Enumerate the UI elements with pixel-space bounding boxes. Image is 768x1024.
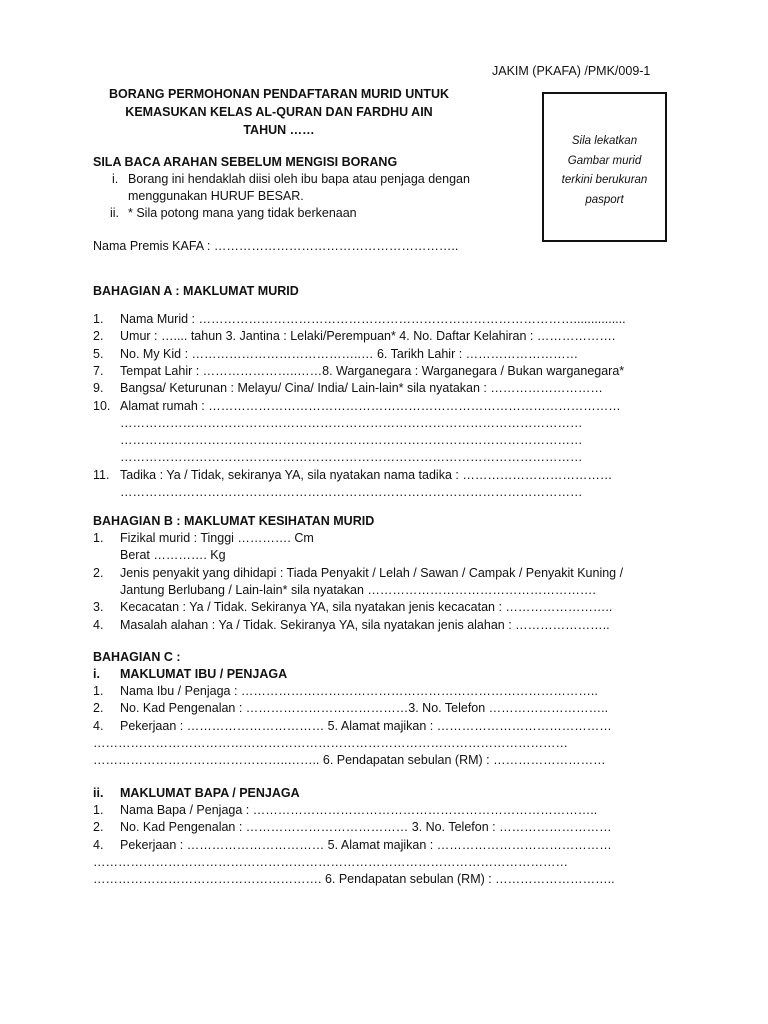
bapa-subsection-number: ii. [93, 786, 104, 800]
ibu-continuation-line-2[interactable]: ………………………………………..…….. 6. Pendapatan sebulan (RM) : ……………………… [93, 753, 606, 767]
section-b-item-text[interactable]: Masalah alahan : Ya / Tidak. Sekiranya YA, sila nyatakan jenis alahan : ………………….. [120, 617, 610, 632]
form-title-line-1: BORANG PERMOHONAN PENDAFTARAN MURID UNTUK [108, 87, 450, 101]
section-a-item-text[interactable]: Nama Murid : ………………………………………………………………………………............... [120, 312, 626, 326]
section-b-item-text[interactable]: Jenis penyakit yang dihidapi : Tiada Penyakit / Lelah / Sawan / Campak / Penyakit Kuning / [120, 565, 624, 580]
section-b-row[interactable] [93, 547, 667, 564]
photo-instruction-line-1: Sila lekatkan [571, 135, 638, 147]
section-b-item-text[interactable]: Jantung Berlubang / Lain-lain* sila nyatakan ………………………………………………. [120, 582, 596, 597]
photo-placeholder-box [542, 92, 667, 242]
section-a-row[interactable] [93, 467, 667, 484]
bapa-item-number: 4. [93, 837, 104, 852]
section-a-item-text[interactable]: ………………………………………………………………………………………………… [120, 433, 583, 448]
section-b-row[interactable] [93, 565, 667, 582]
section-a-row[interactable] [93, 328, 667, 345]
instructions-heading: SILA BACA ARAHAN SEBELUM MENGISI BORANG [93, 155, 398, 169]
form-title-line-3: TAHUN …… [243, 123, 315, 137]
instruction-i-number: i. [112, 172, 119, 186]
section-b-row[interactable] [93, 617, 667, 634]
section-b-item-text[interactable]: Berat …………. Kg [120, 548, 226, 563]
bapa-item-text[interactable]: Nama Bapa / Penjaga : ……………………………………………………………………….. [120, 803, 598, 817]
ibu-item-text[interactable]: Pekerjaan : …………………………… 5. Alamat majikan : …………………………………… [120, 718, 612, 733]
instruction-ii-text: * Sila potong mana yang tidak berkenaan [128, 206, 357, 220]
document-code: JAKIM (PKAFA) /PMK/009-1 [492, 64, 651, 78]
ibu-row[interactable] [93, 718, 667, 735]
section-b-row[interactable] [93, 582, 667, 599]
section-a-item-number: 2. [93, 329, 104, 344]
section-a-item-text[interactable]: Tempat Lahir : …………………..……8. Warganegara : Warganegara / Bukan warganegara* [120, 363, 625, 378]
instruction-ii-number: ii. [110, 206, 120, 220]
ibu-item-text[interactable]: Nama Ibu / Penjaga : ………………………………………………………………………….. [120, 684, 598, 698]
ibu-subsection-heading: MAKLUMAT IBU / PENJAGA [120, 667, 288, 681]
section-a-item-number: 7. [93, 363, 104, 378]
section-b-item-text[interactable]: Fizikal murid : Tinggi …………. Cm [120, 531, 314, 545]
section-b-item-number: 3. [93, 600, 104, 615]
ibu-continuation-line-1[interactable]: …………………………………………………………………………………………………… [93, 736, 568, 750]
ibu-subsection-number: i. [93, 667, 100, 681]
section-b-item-number: 2. [93, 565, 104, 580]
section-a-item-text[interactable]: Tadika : Ya / Tidak, sekiranya YA, sila nyatakan nama tadika : ……………………………… [120, 467, 613, 482]
section-a-item-text[interactable]: Alamat rumah : ……………………………………………………………………………………… [120, 398, 621, 413]
bapa-subsection-heading: MAKLUMAT BAPA / PENJAGA [120, 786, 300, 800]
section-a-item-number: 5. [93, 346, 104, 361]
section-a-item-number: 1. [93, 312, 104, 326]
section-a-row[interactable] [93, 363, 667, 380]
section-a-item-text[interactable]: ………………………………………………………………………………………………… [120, 450, 583, 465]
section-a-item-number: 11. [93, 467, 110, 482]
bapa-row[interactable] [93, 802, 667, 819]
section-a-item-text[interactable]: Bangsa/ Keturunan : Melayu/ Cina/ India/ Lain-lain* sila nyatakan : ……………………… [120, 381, 603, 396]
section-a-row[interactable] [93, 415, 667, 432]
form-title-line-2: KEMASUKAN KELAS AL-QURAN DAN FARDHU AIN [125, 105, 433, 119]
section-b-heading: BAHAGIAN B : MAKLUMAT KESIHATAN MURID [93, 514, 375, 528]
section-b-row[interactable] [93, 599, 667, 616]
bapa-item-number: 2. [93, 820, 104, 835]
section-a-item-number: 9. [93, 381, 104, 396]
section-a-row[interactable] [93, 432, 667, 449]
section-b-row[interactable] [93, 530, 667, 547]
section-a-row[interactable] [93, 311, 667, 328]
instruction-i-line-2: menggunakan HURUF BESAR. [128, 189, 304, 203]
ibu-item-number: 2. [93, 701, 104, 716]
photo-instruction [544, 132, 665, 210]
ibu-item-text[interactable]: No. Kad Pengenalan : …………………………………3. No. Telefon ……………………….. [120, 701, 609, 716]
photo-instruction-line-2: Gambar murid [567, 154, 642, 167]
photo-instruction-line-4: pasport [585, 193, 624, 206]
section-a-row[interactable] [93, 484, 667, 501]
section-a-item-text[interactable]: ………………………………………………………………………………………………… [120, 485, 583, 499]
bapa-row[interactable] [93, 819, 667, 836]
ibu-item-number: 4. [93, 718, 104, 733]
bapa-continuation-line-2[interactable]: ………………………………………………. 6. Pendapatan sebulan (RM) : ……………………….. [93, 872, 615, 886]
section-b-item-number: 1. [93, 531, 104, 545]
ibu-row[interactable] [93, 700, 667, 717]
section-a-heading: BAHAGIAN A : MAKLUMAT MURID [93, 284, 299, 298]
ibu-row[interactable] [93, 683, 667, 700]
section-b-item-text[interactable]: Kecacatan : Ya / Tidak. Sekiranya YA, sila nyatakan jenis kecacatan : …………………….. [120, 600, 613, 615]
premis-kafa-field[interactable]: Nama Premis KAFA : ………………………………………………….. [93, 239, 459, 253]
ibu-item-number: 1. [93, 684, 104, 698]
photo-instruction-line-3: terkini berukuran [561, 174, 648, 186]
section-a-row[interactable] [93, 449, 667, 466]
section-a-item-text[interactable]: No. My Kid : …………………………………..… 6. Tarikh Lahir : ……………………… [120, 346, 579, 361]
bapa-item-number: 1. [93, 803, 104, 817]
section-c-heading: BAHAGIAN C : [93, 650, 181, 664]
section-a-row[interactable] [93, 346, 667, 363]
section-b-item-number: 4. [93, 617, 104, 632]
bapa-row[interactable] [93, 837, 667, 854]
bapa-continuation-line-1[interactable]: …………………………………………………………………………………………………… [93, 855, 568, 869]
section-a-row[interactable] [93, 380, 667, 397]
instruction-i-line-1: Borang ini hendaklah diisi oleh ibu bapa atau penjaga dengan [128, 172, 470, 186]
bapa-item-text[interactable]: Pekerjaan : …………………………… 5. Alamat majikan : …………………………………… [120, 837, 612, 852]
section-a-item-number: 10. [93, 398, 111, 413]
section-a-item-text[interactable]: ………………………………………………………………………………………………… [120, 415, 583, 430]
section-a-row[interactable] [93, 398, 667, 415]
section-a-item-text[interactable]: Umur : ….... tahun 3. Jantina : Lelaki/Perempuan* 4. No. Daftar Kelahiran : ………………. [120, 329, 616, 344]
bapa-item-text[interactable]: No. Kad Pengenalan : ………………………………… 3. No. Telefon : ……………………… [120, 820, 612, 835]
